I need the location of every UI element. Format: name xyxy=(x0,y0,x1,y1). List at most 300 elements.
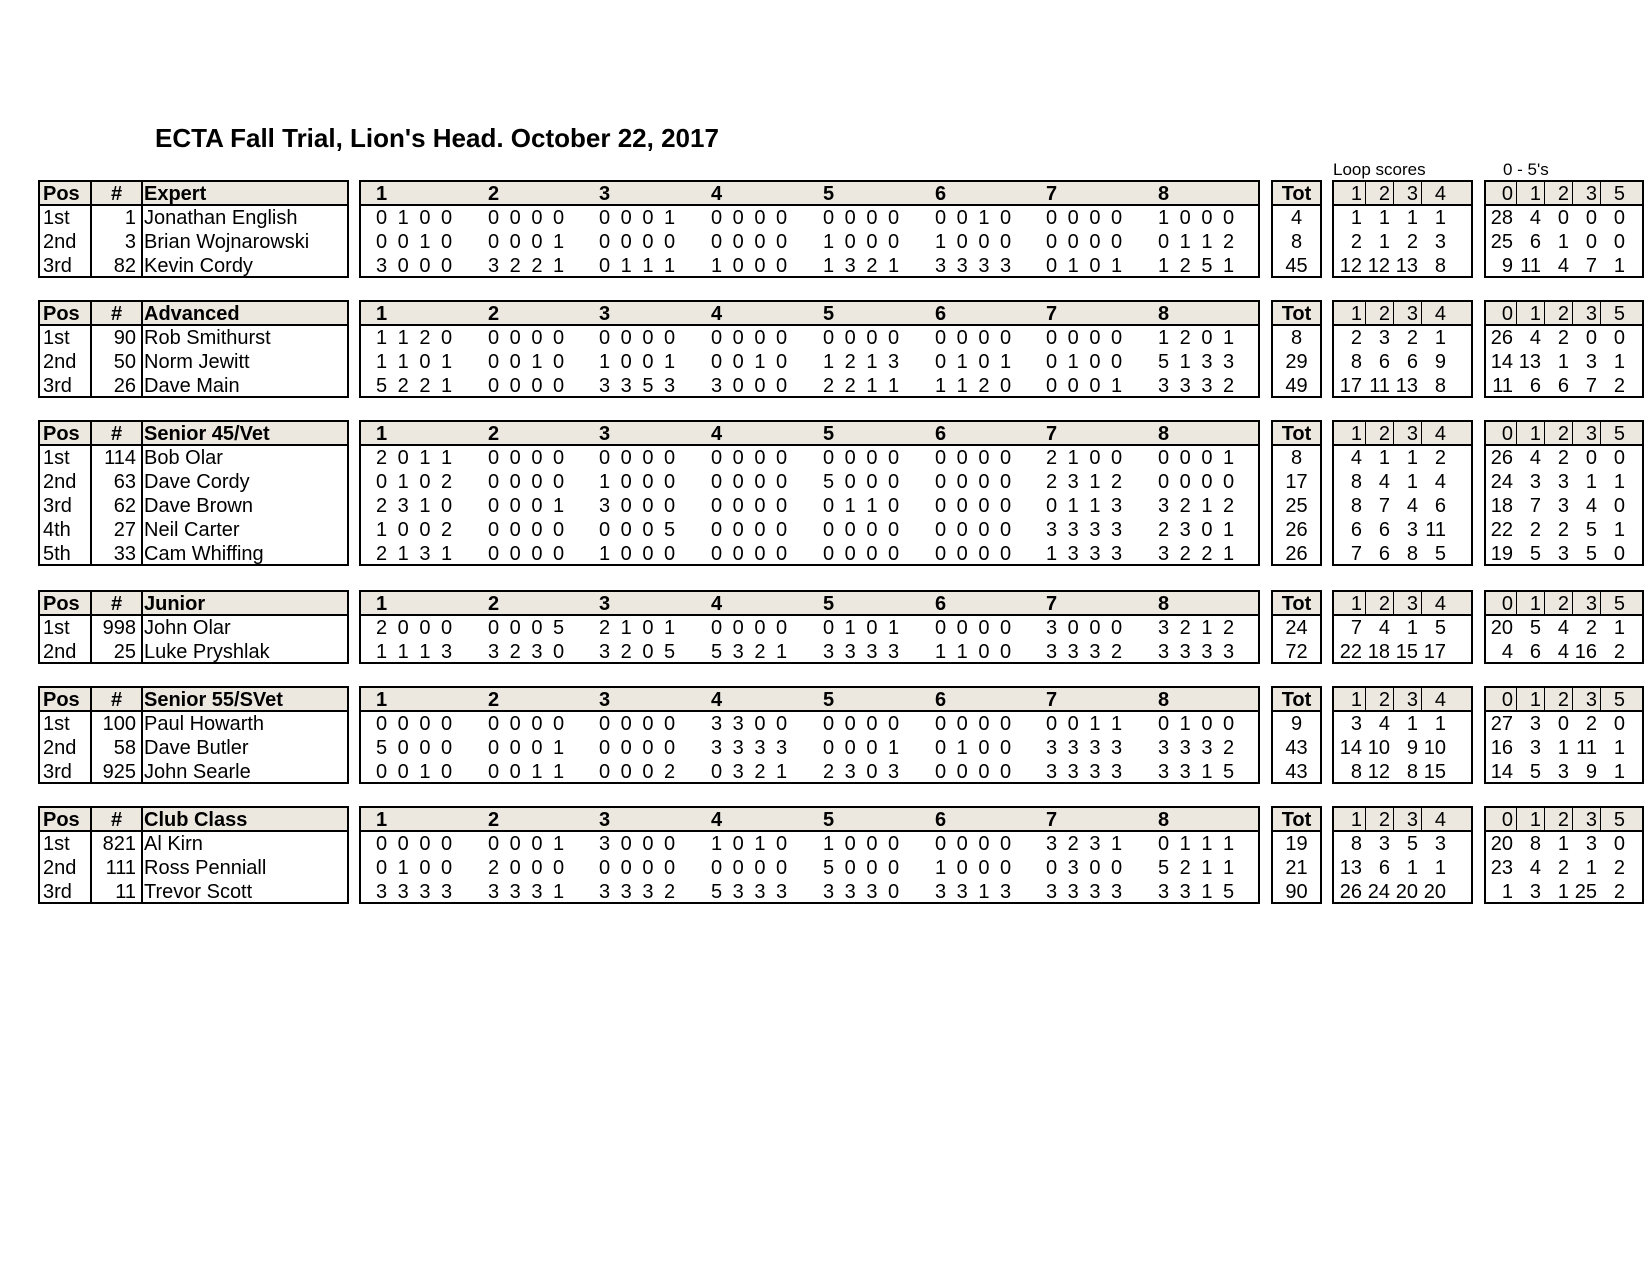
class-name-block xyxy=(38,180,349,278)
count-cell: 14 xyxy=(1490,761,1513,783)
loop-score-cell: 0 0 1 0 xyxy=(376,231,453,253)
loop-score-cell: 0 1 0 2 xyxy=(376,471,453,493)
rider-name: Brian Wojnarowski xyxy=(144,231,310,253)
loop-score-cell: 0 0 0 0 xyxy=(599,231,676,253)
loop-score-col-header: 4 xyxy=(1434,423,1446,445)
loop-score-cell: 0 0 1 0 xyxy=(376,761,453,783)
count-cell: 1 xyxy=(1501,881,1513,903)
loop-score-cell: 0 0 0 0 xyxy=(488,713,565,735)
count-col-header: 2 xyxy=(1557,593,1569,615)
total-block xyxy=(1271,180,1322,278)
loop-score-cell: 3 3 3 3 xyxy=(1158,641,1235,663)
loop-header: 2 xyxy=(488,689,500,711)
loop-score-cell: 3 3 1 3 xyxy=(935,881,1012,903)
total-cell: 4 xyxy=(1290,207,1303,229)
loop-header: 7 xyxy=(1046,423,1058,445)
loop-score-col-header: 4 xyxy=(1434,689,1446,711)
divider xyxy=(1572,422,1573,446)
divider xyxy=(1516,302,1517,326)
loop-header: 7 xyxy=(1046,809,1058,831)
count-col-header: 0 xyxy=(1501,809,1513,831)
number-header: # xyxy=(110,303,123,325)
loop-score-cell: 3 0 0 0 xyxy=(599,495,676,517)
loop-score-col-header: 3 xyxy=(1406,423,1418,445)
loop-header: 2 xyxy=(488,593,500,615)
total-cell: 17 xyxy=(1285,471,1308,493)
loop-total-cell: 7 xyxy=(1350,617,1362,639)
loop-score-cell: 0 0 0 5 xyxy=(599,519,676,541)
position-cell: 1st xyxy=(43,447,70,469)
loop-score-cell: 0 0 0 0 xyxy=(935,713,1012,735)
divider xyxy=(1421,182,1422,206)
loop-score-cell: 0 0 0 0 xyxy=(711,231,788,253)
loop-score-cell: 0 0 0 0 xyxy=(488,519,565,541)
loop-score-cell: 0 1 1 2 xyxy=(1158,231,1235,253)
loop-total-cell: 2 xyxy=(1350,231,1362,253)
loop-score-block xyxy=(1332,686,1473,784)
position-cell: 5th xyxy=(43,543,71,565)
loops-block xyxy=(359,420,1260,566)
loop-header: 8 xyxy=(1158,593,1170,615)
total-cell: 29 xyxy=(1285,351,1308,373)
count-cell: 1 xyxy=(1557,833,1569,855)
count-col-header: 2 xyxy=(1557,303,1569,325)
position-cell: 1st xyxy=(43,833,70,855)
loop-total-cell: 3 xyxy=(1434,231,1446,253)
count-cell: 24 xyxy=(1490,471,1513,493)
divider xyxy=(1421,422,1422,446)
loop-total-cell: 5 xyxy=(1434,543,1446,565)
loop-total-cell: 9 xyxy=(1406,737,1418,759)
loop-score-cell: 1 0 0 0 xyxy=(1158,207,1235,229)
loop-total-cell: 6 xyxy=(1378,351,1390,373)
count-cell: 2 xyxy=(1613,375,1625,397)
total-header: Tot xyxy=(1281,183,1312,205)
number-cell: 62 xyxy=(113,495,136,517)
count-cell: 25 xyxy=(1490,231,1513,253)
loop-total-cell: 1 xyxy=(1378,231,1390,253)
loop-score-cell: 0 1 0 0 xyxy=(935,737,1012,759)
divider xyxy=(1544,422,1545,446)
rider-name: Rob Smithurst xyxy=(144,327,271,349)
loop-score-cell: 5 3 2 1 xyxy=(711,641,788,663)
loop-score-cell: 3 2 2 1 xyxy=(1158,543,1235,565)
loop-total-cell: 1 xyxy=(1406,617,1418,639)
loop-score-col-header: 4 xyxy=(1434,809,1446,831)
number-header: # xyxy=(110,183,123,205)
loop-total-cell: 7 xyxy=(1378,495,1390,517)
divider xyxy=(1516,182,1517,206)
number-cell: 82 xyxy=(113,255,136,277)
number-header: # xyxy=(110,593,123,615)
count-cell: 4 xyxy=(1529,207,1541,229)
loop-score-cell: 1 1 0 1 xyxy=(376,351,453,373)
count-cell: 1 xyxy=(1613,737,1625,759)
loop-score-cell: 3 0 0 0 xyxy=(1046,617,1123,639)
loop-score-cell: 3 3 3 3 xyxy=(823,641,900,663)
count-cell: 13 xyxy=(1518,351,1541,373)
loop-score-cell: 0 0 0 0 xyxy=(823,713,900,735)
loops-block xyxy=(359,806,1260,904)
loop-total-cell: 2 xyxy=(1350,327,1362,349)
count-col-header: 5 xyxy=(1613,809,1625,831)
loop-header: 3 xyxy=(599,303,611,325)
loop-score-cell: 1 1 2 0 xyxy=(376,327,453,349)
count-cell: 4 xyxy=(1557,255,1569,277)
count-cell: 26 xyxy=(1490,327,1513,349)
count-cell: 5 xyxy=(1529,617,1541,639)
position-cell: 2nd xyxy=(43,737,77,759)
loop-score-cell: 0 0 0 0 xyxy=(711,519,788,541)
loop-total-cell: 9 xyxy=(1434,351,1446,373)
pos-header: Pos xyxy=(43,809,80,831)
loop-score-cell: 0 0 0 0 xyxy=(599,447,676,469)
count-cell: 6 xyxy=(1529,231,1541,253)
divider xyxy=(1421,808,1422,832)
loop-total-cell: 1 xyxy=(1406,857,1418,879)
loop-header: 5 xyxy=(823,303,835,325)
rider-name: Jonathan English xyxy=(144,207,298,229)
loop-score-cell: 1 1 0 0 xyxy=(935,641,1012,663)
loop-score-cell: 0 0 0 0 xyxy=(711,543,788,565)
loop-total-cell: 4 xyxy=(1378,617,1390,639)
loop-total-cell: 2 xyxy=(1434,447,1446,469)
total-block xyxy=(1271,420,1322,566)
count-cell: 4 xyxy=(1585,495,1597,517)
count-cell: 27 xyxy=(1490,713,1513,735)
loop-header: 7 xyxy=(1046,183,1058,205)
position-cell: 2nd xyxy=(43,231,77,253)
divider xyxy=(141,302,143,396)
loop-score-cell: 3 3 3 2 xyxy=(1046,641,1123,663)
count-cell: 2 xyxy=(1557,327,1569,349)
loop-score-col-header: 2 xyxy=(1378,303,1390,325)
count-col-header: 5 xyxy=(1613,689,1625,711)
loop-score-cell: 1 3 2 1 xyxy=(823,255,900,277)
count-cell: 1 xyxy=(1613,761,1625,783)
loop-total-cell: 6 xyxy=(1378,857,1390,879)
rider-name: Paul Howarth xyxy=(144,713,265,735)
loop-score-cell: 0 0 0 1 xyxy=(488,495,565,517)
divider xyxy=(141,182,143,276)
number-cell: 821 xyxy=(102,833,136,855)
loop-header: 4 xyxy=(711,689,723,711)
divider xyxy=(1572,808,1573,832)
count-cell: 2 xyxy=(1557,857,1569,879)
number-cell: 998 xyxy=(102,617,136,639)
count-cell: 6 xyxy=(1529,375,1541,397)
divider xyxy=(1516,808,1517,832)
divider xyxy=(1544,592,1545,616)
class-name-block xyxy=(38,686,349,784)
divider xyxy=(1600,688,1601,712)
pos-header: Pos xyxy=(43,183,80,205)
total-cell: 8 xyxy=(1290,231,1303,253)
loop-score-block xyxy=(1332,806,1473,904)
count-cell: 18 xyxy=(1490,495,1513,517)
loop-score-cell: 0 1 0 1 xyxy=(823,617,900,639)
count-cell: 0 xyxy=(1613,713,1625,735)
divider xyxy=(141,808,143,902)
loop-total-cell: 15 xyxy=(1423,761,1446,783)
count-cell: 3 xyxy=(1529,471,1541,493)
total-cell: 49 xyxy=(1285,375,1308,397)
loop-total-cell: 11 xyxy=(1369,375,1390,397)
divider xyxy=(1600,302,1601,326)
divider xyxy=(1572,592,1573,616)
count-cell: 0 xyxy=(1557,713,1569,735)
loop-score-cell: 1 0 0 0 xyxy=(935,231,1012,253)
count-cell: 20 xyxy=(1490,617,1513,639)
loop-score-cell: 2 0 0 0 xyxy=(376,617,453,639)
count-col-header: 3 xyxy=(1585,689,1597,711)
loop-score-col-header: 3 xyxy=(1406,593,1418,615)
loop-total-cell: 18 xyxy=(1367,641,1390,663)
loop-score-cell: 0 0 0 0 xyxy=(488,207,565,229)
count-cell: 3 xyxy=(1557,761,1569,783)
loop-score-cell: 0 1 0 0 xyxy=(376,207,453,229)
loop-header: 3 xyxy=(599,593,611,615)
loop-score-cell: 0 0 0 0 xyxy=(935,471,1012,493)
loop-score-cell: 1 2 0 1 xyxy=(1158,327,1235,349)
pos-header: Pos xyxy=(43,689,80,711)
loop-score-cell: 3 3 0 0 xyxy=(711,713,788,735)
loop-score-col-header: 3 xyxy=(1406,809,1418,831)
loop-score-cell: 3 3 3 2 xyxy=(599,881,676,903)
loop-score-col-header: 2 xyxy=(1378,593,1390,615)
rider-name: Trevor Scott xyxy=(144,881,253,903)
divider xyxy=(1544,808,1545,832)
loop-score-cell: 3 2 1 2 xyxy=(1158,495,1235,517)
loop-score-cell: 0 0 0 0 xyxy=(599,737,676,759)
loop-score-cell: 5 1 3 3 xyxy=(1158,351,1235,373)
class-title: Senior 55/SVet xyxy=(144,689,283,711)
divider xyxy=(1516,592,1517,616)
loop-score-cell: 3 3 3 3 xyxy=(1046,737,1123,759)
count-cell: 4 xyxy=(1529,327,1541,349)
loops-block xyxy=(359,180,1260,278)
rider-name: Dave Brown xyxy=(144,495,253,517)
count-cell: 1 xyxy=(1585,471,1597,493)
rider-name: Al Kirn xyxy=(144,833,203,855)
loop-total-cell: 26 xyxy=(1339,881,1362,903)
loop-score-cell: 3 2 3 0 xyxy=(488,641,565,663)
position-cell: 2nd xyxy=(43,641,77,663)
loop-total-cell: 22 xyxy=(1339,641,1362,663)
count-cell: 4 xyxy=(1529,857,1541,879)
loop-score-cell: 0 0 0 0 xyxy=(935,495,1012,517)
count-cell: 0 xyxy=(1613,231,1625,253)
count-col-header: 0 xyxy=(1501,423,1513,445)
count-cell: 9 xyxy=(1585,761,1597,783)
total-cell: 90 xyxy=(1285,881,1308,903)
loop-header: 1 xyxy=(376,809,388,831)
class-title: Senior 45/Vet xyxy=(144,423,270,445)
loop-header: 2 xyxy=(488,183,500,205)
loop-header: 3 xyxy=(599,689,611,711)
divider xyxy=(1393,302,1394,326)
loop-total-cell: 17 xyxy=(1423,641,1446,663)
class-title: Junior xyxy=(144,593,206,615)
count-cell: 5 xyxy=(1529,543,1541,565)
loop-header: 1 xyxy=(376,423,388,445)
count-cell: 23 xyxy=(1490,857,1513,879)
divider xyxy=(1600,808,1601,832)
loop-score-cell: 0 0 0 0 xyxy=(935,761,1012,783)
loop-score-cell: 1 3 3 3 xyxy=(1046,543,1123,565)
loop-score-cell: 5 2 2 1 xyxy=(376,375,453,397)
loop-total-cell: 12 xyxy=(1339,255,1362,277)
loop-score-cell: 0 0 0 0 xyxy=(488,375,565,397)
count-cell: 3 xyxy=(1529,713,1541,735)
loop-score-cell: 2 3 0 3 xyxy=(823,761,900,783)
total-block xyxy=(1271,590,1322,664)
loop-total-cell: 1 xyxy=(1434,207,1446,229)
number-cell: 63 xyxy=(113,471,136,493)
count-cell: 1 xyxy=(1557,231,1569,253)
count-cell: 3 xyxy=(1585,833,1597,855)
loop-total-cell: 6 xyxy=(1378,543,1390,565)
loop-header: 1 xyxy=(376,183,388,205)
loop-score-cell: 0 0 0 0 xyxy=(599,327,676,349)
loop-score-cell: 2 0 1 1 xyxy=(376,447,453,469)
number-cell: 27 xyxy=(113,519,136,541)
loop-score-cell: 5 3 3 3 xyxy=(711,881,788,903)
loop-total-cell: 4 xyxy=(1406,495,1418,517)
loop-header: 4 xyxy=(711,809,723,831)
loop-score-cell: 0 0 0 0 xyxy=(711,495,788,517)
count-cell: 1 xyxy=(1557,737,1569,759)
loop-score-block xyxy=(1332,180,1473,278)
loop-score-cell: 0 0 0 1 xyxy=(823,737,900,759)
loop-score-block xyxy=(1332,300,1473,398)
count-cell: 7 xyxy=(1585,255,1597,277)
position-cell: 2nd xyxy=(43,471,77,493)
loop-header: 5 xyxy=(823,809,835,831)
loop-score-cell: 3 3 3 3 xyxy=(1046,519,1123,541)
loop-score-cell: 3 2 0 5 xyxy=(599,641,676,663)
count-block xyxy=(1484,180,1644,278)
pos-header: Pos xyxy=(43,593,80,615)
loop-total-cell: 2 xyxy=(1406,231,1418,253)
loop-total-cell: 1 xyxy=(1406,713,1418,735)
loop-header: 3 xyxy=(599,423,611,445)
loop-score-cell: 2 2 1 1 xyxy=(823,375,900,397)
loop-score-cell: 2 3 1 0 xyxy=(376,495,453,517)
loop-header: 4 xyxy=(711,183,723,205)
count-block xyxy=(1484,590,1644,664)
loop-total-cell: 2 xyxy=(1406,327,1418,349)
total-cell: 8 xyxy=(1290,447,1303,469)
loop-score-cell: 1 0 0 1 xyxy=(599,351,676,373)
count-cell: 0 xyxy=(1613,447,1625,469)
count-cell: 2 xyxy=(1613,641,1625,663)
loop-score-cell: 5 0 0 0 xyxy=(823,857,900,879)
loop-score-cell: 0 0 0 0 xyxy=(711,471,788,493)
loop-total-cell: 1 xyxy=(1406,447,1418,469)
loop-header: 5 xyxy=(823,689,835,711)
loop-total-cell: 13 xyxy=(1339,857,1362,879)
loop-score-col-header: 1 xyxy=(1350,303,1362,325)
number-header: # xyxy=(110,423,123,445)
loop-header: 4 xyxy=(711,593,723,615)
count-col-header: 3 xyxy=(1585,809,1597,831)
count-cell: 4 xyxy=(1529,447,1541,469)
rider-name: Luke Pryshlak xyxy=(144,641,270,663)
loop-total-cell: 11 xyxy=(1425,519,1446,541)
count-col-header: 0 xyxy=(1501,303,1513,325)
rider-name: Norm Jewitt xyxy=(144,351,250,373)
loop-total-cell: 1 xyxy=(1406,471,1418,493)
loop-total-cell: 4 xyxy=(1350,447,1362,469)
count-cell: 2 xyxy=(1585,713,1597,735)
divider xyxy=(1393,422,1394,446)
loop-score-cell: 3 2 3 1 xyxy=(1046,833,1123,855)
class-title: Expert xyxy=(144,183,207,205)
divider xyxy=(1365,182,1366,206)
rider-name: Dave Butler xyxy=(144,737,249,759)
loop-total-cell: 8 xyxy=(1350,761,1362,783)
count-col-header: 1 xyxy=(1529,423,1541,445)
number-cell: 50 xyxy=(113,351,136,373)
count-block xyxy=(1484,686,1644,784)
loop-score-cell: 0 1 1 0 xyxy=(823,495,900,517)
total-cell: 26 xyxy=(1285,543,1308,565)
divider xyxy=(1516,688,1517,712)
loop-score-cell: 3 3 3 1 xyxy=(488,881,565,903)
position-cell: 1st xyxy=(43,617,70,639)
loop-header: 3 xyxy=(599,183,611,205)
loop-score-cell: 1 0 0 2 xyxy=(376,519,453,541)
divider xyxy=(1572,182,1573,206)
loop-score-cell: 0 0 0 5 xyxy=(488,617,565,639)
count-cell: 22 xyxy=(1490,519,1513,541)
total-header: Tot xyxy=(1281,423,1312,445)
pos-header: Pos xyxy=(43,423,80,445)
count-col-header: 5 xyxy=(1613,303,1625,325)
loop-total-cell: 12 xyxy=(1367,761,1390,783)
loop-score-cell: 0 0 0 0 xyxy=(935,327,1012,349)
number-cell: 26 xyxy=(113,375,136,397)
divider xyxy=(1600,592,1601,616)
count-cell: 5 xyxy=(1585,543,1597,565)
count-cell: 6 xyxy=(1529,641,1541,663)
loop-total-cell: 4 xyxy=(1378,713,1390,735)
loop-score-cell: 0 0 0 0 xyxy=(823,447,900,469)
class-name-block xyxy=(38,806,349,904)
count-cell: 0 xyxy=(1557,207,1569,229)
loop-total-cell: 8 xyxy=(1406,543,1418,565)
loop-total-cell: 8 xyxy=(1350,833,1362,855)
loop-score-cell: 3 3 3 3 xyxy=(935,255,1012,277)
rider-name: John Searle xyxy=(144,761,251,783)
loop-header: 6 xyxy=(935,689,947,711)
loop-header: 5 xyxy=(823,423,835,445)
loop-score-cell: 1 1 1 3 xyxy=(376,641,453,663)
loop-header: 7 xyxy=(1046,689,1058,711)
loop-total-cell: 8 xyxy=(1350,351,1362,373)
loop-score-cell: 0 0 1 0 xyxy=(488,351,565,373)
divider xyxy=(1365,808,1366,832)
divider xyxy=(1544,688,1545,712)
class-title: Club Class xyxy=(144,809,248,831)
position-cell: 3rd xyxy=(43,881,72,903)
loop-score-cell: 0 0 0 0 xyxy=(376,833,453,855)
total-cell: 21 xyxy=(1285,857,1308,879)
count-cell: 3 xyxy=(1529,881,1541,903)
loop-score-cell: 0 1 0 0 xyxy=(376,857,453,879)
class-name-block xyxy=(38,420,349,566)
